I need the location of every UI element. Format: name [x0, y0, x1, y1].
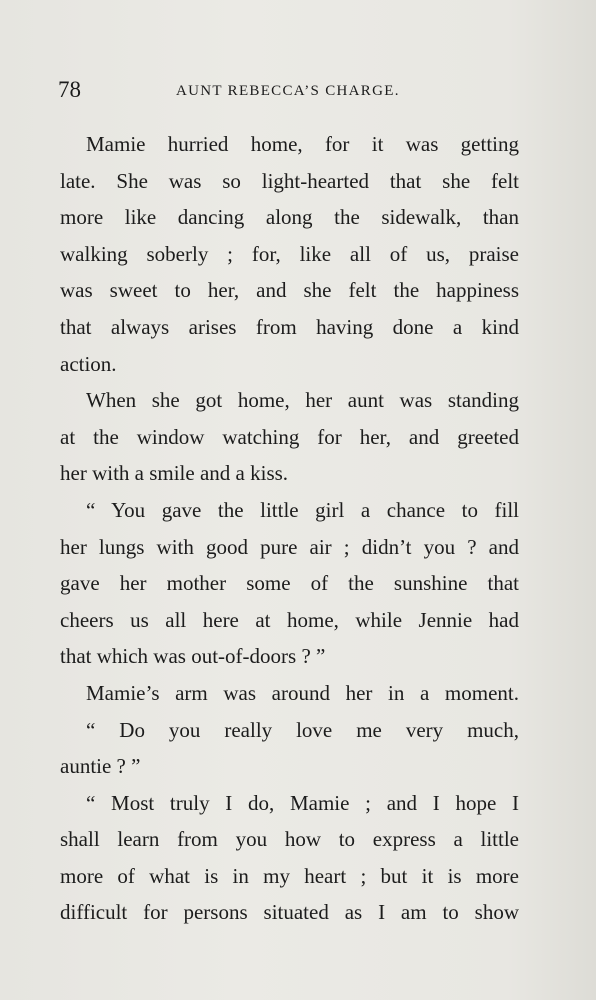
text-line: action.: [60, 351, 117, 376]
text-line: “ Do you really love me very much,: [86, 717, 519, 742]
text-line: difficult for persons situated as I am to show: [60, 900, 519, 925]
text-line: cheers us all here at home, while Jennie had: [60, 607, 519, 632]
text-line: “ Most truly I do, Mamie ; and I hope I: [86, 790, 519, 815]
running-title: AUNT REBECCA’S CHARGE.: [176, 83, 400, 99]
text-line: gave her mother some of the sunshine that: [60, 571, 519, 596]
text-line: her lungs with good pure air ; didn’t you ? and: [60, 534, 519, 559]
text-line: was sweet to her, and she felt the happiness: [60, 278, 519, 303]
text-line: walking soberly ; for, like all of us, praise: [60, 241, 519, 266]
text-line: shall learn from you how to express a little: [60, 827, 519, 852]
text-line: her with a smile and a kiss.: [60, 461, 289, 486]
text-line: late. She was so light-hearted that she felt: [60, 168, 519, 193]
text-line: “ You gave the little girl a chance to fill: [86, 497, 519, 522]
body-text: [60, 126, 519, 931]
text-line: at the window watching for her, and greeted: [60, 424, 519, 449]
text-line: auntie ? ”: [60, 754, 141, 779]
text-line: Mamie’s arm was around her in a moment.: [86, 680, 519, 705]
text-line: Mamie hurried home, for it was getting: [86, 132, 519, 156]
page-number: 78: [58, 77, 81, 102]
text-line: more of what is in my heart ; but it is more: [60, 863, 519, 888]
text-line: more like dancing along the sidewalk, than: [60, 205, 519, 230]
text-line: that which was out-of-doors ? ”: [60, 644, 326, 669]
text-line: When she got home, her aunt was standing: [86, 388, 519, 413]
text-line: that always arises from having done a kind: [60, 314, 519, 339]
page-header: [58, 76, 518, 104]
